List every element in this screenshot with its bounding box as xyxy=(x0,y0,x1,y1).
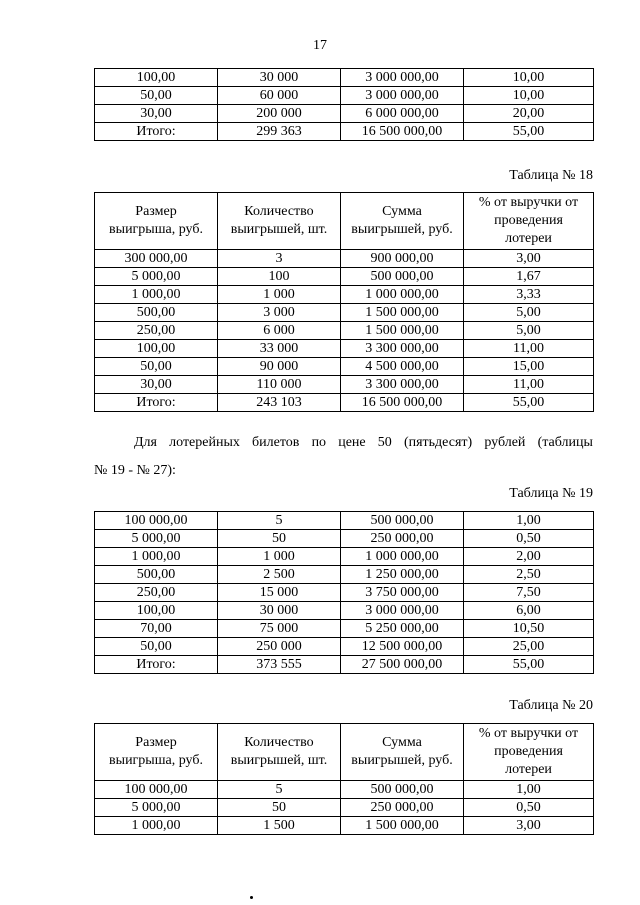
header-line: Размер xyxy=(135,204,177,219)
paragraph-word: билетов xyxy=(252,435,300,450)
table-cell: 100 xyxy=(218,268,341,286)
header-line: % от выручки от xyxy=(478,195,579,210)
table-cell: 100,00 xyxy=(95,602,218,620)
table-cell: 100,00 xyxy=(95,69,218,87)
table-cell: 15,00 xyxy=(464,358,594,376)
table-cell: 5 000,00 xyxy=(95,799,218,817)
table-cell: 50 xyxy=(218,799,341,817)
table-row xyxy=(95,584,594,602)
header-line: выигрыша, руб. xyxy=(109,753,203,768)
paragraph-word: 50 xyxy=(377,435,392,450)
table-18-header-row xyxy=(95,193,594,250)
table-cell: Итого: xyxy=(95,656,218,674)
total-row xyxy=(95,656,594,674)
paragraph-word: по xyxy=(311,435,327,450)
table-cell: 100,00 xyxy=(95,340,218,358)
paragraph-word: лотерейных xyxy=(169,435,240,450)
table-cell: 10,50 xyxy=(464,620,594,638)
header-line: Количество xyxy=(244,735,314,750)
table-cell: 0,50 xyxy=(464,530,594,548)
table-19 xyxy=(94,511,594,674)
header-line: выигрышей, руб. xyxy=(351,753,453,768)
table-cell: 243 103 xyxy=(218,394,341,412)
table-cell: 30 000 xyxy=(218,69,341,87)
table-cell: 70,00 xyxy=(95,620,218,638)
table-cell: 1 500 xyxy=(218,817,341,835)
table-cell: 250,00 xyxy=(95,584,218,602)
header-line: выигрышей, шт. xyxy=(230,753,328,768)
table-cell: 20,00 xyxy=(464,105,594,123)
table-cell: 3 000 000,00 xyxy=(341,87,464,105)
table-row xyxy=(95,376,594,394)
table-cell: 100 000,00 xyxy=(95,512,218,530)
table-row xyxy=(95,512,594,530)
header-prize-size xyxy=(95,193,218,250)
table-cell: 10,00 xyxy=(464,87,594,105)
table-cell: 250 000 xyxy=(218,638,341,656)
table-20-header-row xyxy=(95,724,594,781)
table-20 xyxy=(94,723,594,835)
table-row xyxy=(95,817,594,835)
table-cell: 3,00 xyxy=(464,817,594,835)
table-cell: 16 500 000,00 xyxy=(341,123,464,141)
header-line: Сумма xyxy=(382,204,422,219)
paragraph-line-2: № 19 - № 27): xyxy=(94,463,176,478)
page-number: 17 xyxy=(313,38,327,53)
continued-table xyxy=(94,68,594,141)
table-cell: 500,00 xyxy=(95,304,218,322)
paragraph-word: (пятьдесят) xyxy=(403,435,473,450)
header-line: выигрышей, шт. xyxy=(230,222,328,237)
table-row xyxy=(95,105,594,123)
table-cell: 27 500 000,00 xyxy=(341,656,464,674)
table-row xyxy=(95,286,594,304)
header-line: выигрыша, руб. xyxy=(109,222,203,237)
table-cell: 6 000 000,00 xyxy=(341,105,464,123)
table-row xyxy=(95,304,594,322)
header-revenue-percent xyxy=(464,724,594,781)
table-row xyxy=(95,250,594,268)
header-line: Количество xyxy=(244,204,314,219)
table-cell: 1 000 xyxy=(218,548,341,566)
table-row xyxy=(95,638,594,656)
table-cell: 90 000 xyxy=(218,358,341,376)
table-cell: 3,00 xyxy=(464,250,594,268)
table-cell: 11,00 xyxy=(464,376,594,394)
table-20-caption: Таблица № 20 xyxy=(509,698,593,713)
table-row xyxy=(95,87,594,105)
table-cell: 6 000 xyxy=(218,322,341,340)
table-cell: 5,00 xyxy=(464,322,594,340)
table-cell: 55,00 xyxy=(464,123,594,141)
table-cell: 250 000,00 xyxy=(341,799,464,817)
header-line: лотереи xyxy=(505,762,552,777)
table-row xyxy=(95,530,594,548)
table-cell: 75 000 xyxy=(218,620,341,638)
table-cell: 16 500 000,00 xyxy=(341,394,464,412)
table-cell: 12 500 000,00 xyxy=(341,638,464,656)
table-cell: Итого: xyxy=(95,123,218,141)
table-row xyxy=(95,566,594,584)
table-cell: 3,33 xyxy=(464,286,594,304)
header-line: % от выручки от xyxy=(478,726,579,741)
table-cell: 1 500 000,00 xyxy=(341,322,464,340)
total-row xyxy=(95,394,594,412)
table-18-caption: Таблица № 18 xyxy=(509,168,593,183)
table-cell: 1,67 xyxy=(464,268,594,286)
table-18 xyxy=(94,192,594,412)
table-cell: 250 000,00 xyxy=(341,530,464,548)
table-cell: 500 000,00 xyxy=(341,512,464,530)
table-cell: 500,00 xyxy=(95,566,218,584)
paragraph-word: цене xyxy=(338,435,366,450)
table-row xyxy=(95,322,594,340)
table-cell: 1,00 xyxy=(464,781,594,799)
table-cell: 300 000,00 xyxy=(95,250,218,268)
table-cell: 55,00 xyxy=(464,656,594,674)
table-cell: 299 363 xyxy=(218,123,341,141)
paragraph-word: (таблицы xyxy=(537,435,593,450)
header-prize-count xyxy=(218,724,341,781)
intro-paragraph xyxy=(94,429,593,485)
table-row xyxy=(95,69,594,87)
table-cell: 3 000 000,00 xyxy=(341,602,464,620)
table-cell: 3 000 000,00 xyxy=(341,69,464,87)
header-prize-count xyxy=(218,193,341,250)
table-row xyxy=(95,358,594,376)
header-revenue-percent xyxy=(464,193,594,250)
table-cell: 5 xyxy=(218,781,341,799)
table-cell: 3 xyxy=(218,250,341,268)
table-cell: 1 250 000,00 xyxy=(341,566,464,584)
table-cell: 50,00 xyxy=(95,358,218,376)
scan-mark xyxy=(250,896,253,899)
header-line: Сумма xyxy=(382,735,422,750)
table-cell: 1 000,00 xyxy=(95,817,218,835)
table-cell: 4 500 000,00 xyxy=(341,358,464,376)
table-cell: 1 000,00 xyxy=(95,548,218,566)
table-cell: 1 000,00 xyxy=(95,286,218,304)
table-cell: 10,00 xyxy=(464,69,594,87)
table-cell: 5 xyxy=(218,512,341,530)
table-cell: 250,00 xyxy=(95,322,218,340)
table-cell: 2,50 xyxy=(464,566,594,584)
table-row xyxy=(95,268,594,286)
table-cell: 1 000 000,00 xyxy=(341,286,464,304)
header-line: выигрышей, руб. xyxy=(351,222,453,237)
table-cell: 2 500 xyxy=(218,566,341,584)
table-cell: 1,00 xyxy=(464,512,594,530)
table-cell: 3 000 xyxy=(218,304,341,322)
table-row xyxy=(95,799,594,817)
table-cell: 5 000,00 xyxy=(95,268,218,286)
table-cell: 1 500 000,00 xyxy=(341,817,464,835)
table-cell: 50 xyxy=(218,530,341,548)
table-cell: 0,50 xyxy=(464,799,594,817)
table-cell: 60 000 xyxy=(218,87,341,105)
table-cell: 50,00 xyxy=(95,87,218,105)
table-row xyxy=(95,340,594,358)
header-line: проведения xyxy=(494,744,563,759)
table-row xyxy=(95,548,594,566)
table-cell: 2,00 xyxy=(464,548,594,566)
table-cell: 110 000 xyxy=(218,376,341,394)
table-cell: 30,00 xyxy=(95,376,218,394)
table-cell: 200 000 xyxy=(218,105,341,123)
table-cell: 33 000 xyxy=(218,340,341,358)
table-cell: 30,00 xyxy=(95,105,218,123)
header-line: лотереи xyxy=(505,231,552,246)
table-cell: 25,00 xyxy=(464,638,594,656)
table-cell: 50,00 xyxy=(95,638,218,656)
table-cell: 3 750 000,00 xyxy=(341,584,464,602)
table-cell: 3 300 000,00 xyxy=(341,340,464,358)
table-cell: 500 000,00 xyxy=(341,781,464,799)
table-row xyxy=(95,602,594,620)
header-line: проведения xyxy=(494,213,563,228)
table-row xyxy=(95,620,594,638)
header-prize-sum xyxy=(341,724,464,781)
table-cell: 30 000 xyxy=(218,602,341,620)
table-cell: Итого: xyxy=(95,394,218,412)
table-cell: 7,50 xyxy=(464,584,594,602)
table-cell: 3 300 000,00 xyxy=(341,376,464,394)
header-line: Размер xyxy=(135,735,177,750)
table-cell: 900 000,00 xyxy=(341,250,464,268)
table-cell: 500 000,00 xyxy=(341,268,464,286)
paragraph-word: рублей xyxy=(484,435,526,450)
header-prize-size xyxy=(95,724,218,781)
header-prize-sum xyxy=(341,193,464,250)
table-cell: 11,00 xyxy=(464,340,594,358)
paragraph-line-1 xyxy=(94,429,593,457)
table-cell: 1 500 000,00 xyxy=(341,304,464,322)
table-row xyxy=(95,781,594,799)
table-cell: 15 000 xyxy=(218,584,341,602)
table-cell: 5 000,00 xyxy=(95,530,218,548)
table-cell: 5 250 000,00 xyxy=(341,620,464,638)
table-cell: 1 000 xyxy=(218,286,341,304)
table-cell: 6,00 xyxy=(464,602,594,620)
table-19-caption: Таблица № 19 xyxy=(509,486,593,501)
table-cell: 373 555 xyxy=(218,656,341,674)
table-cell: 1 000 000,00 xyxy=(341,548,464,566)
table-cell: 100 000,00 xyxy=(95,781,218,799)
total-row xyxy=(95,123,594,141)
paragraph-word: Для xyxy=(134,435,157,450)
table-cell: 5,00 xyxy=(464,304,594,322)
table-cell: 55,00 xyxy=(464,394,594,412)
